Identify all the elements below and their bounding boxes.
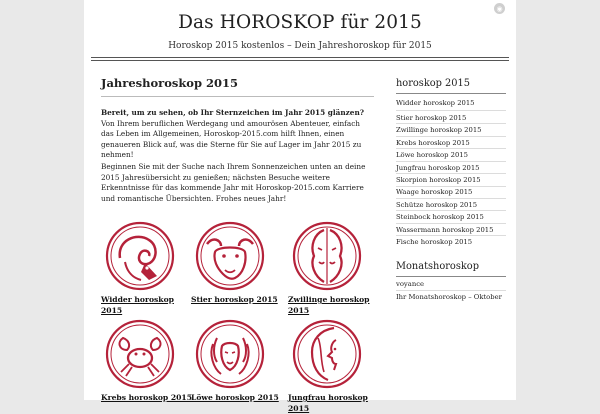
rss-icon[interactable]: ◉ — [494, 3, 505, 14]
sign-link-virgo[interactable]: Jungfrau horoskop 2015 — [288, 393, 368, 413]
site-title[interactable]: Das HOROSKOP für 2015 — [178, 12, 422, 33]
taurus-icon[interactable] — [191, 218, 287, 294]
sidebar-separator — [396, 161, 506, 162]
sidebar-link-zwillinge[interactable]: Zwillinge horoskop 2015 — [396, 126, 482, 134]
post-title[interactable]: Jahreshoroskop 2015 — [101, 76, 239, 90]
sign-card-taurus[interactable] — [191, 218, 287, 305]
sidebar-link-stier[interactable]: Stier horoskop 2015 — [396, 114, 467, 122]
leo-icon[interactable] — [191, 316, 287, 392]
gemini-icon[interactable] — [288, 218, 384, 294]
sidebar-link-wassermann[interactable]: Wassermann horoskop 2015 — [396, 226, 494, 234]
sign-card-gemini[interactable] — [288, 218, 384, 316]
header-divider — [91, 57, 509, 58]
sign-link-gemini[interactable]: Zwillinge horoskop 2015 — [288, 295, 370, 315]
cancer-icon[interactable] — [101, 316, 197, 392]
sidebar-separator — [396, 235, 506, 236]
sidebar-link-skorpion[interactable]: Skorpion horoskop 2015 — [396, 176, 481, 184]
sidebar-separator — [396, 198, 506, 199]
sidebar-link-widder[interactable]: Widder horoskop 2015 — [396, 99, 475, 107]
intro-paragraph — [101, 108, 375, 161]
sidebar-link-voyance[interactable]: voyance — [396, 280, 425, 288]
second-paragraph: Beginnen Sie mit der Suche nach Ihrem Sonnenzeichen unten an deine 2015 Jahresübersicht zu genießen; nächsten Besuche weitere Erkenntnisse für das kommende Jahr mit Horoskop-2015.com Karriere und romantische Übersichten. Frohes neues Jahr! — [101, 162, 366, 203]
sign-card-cancer[interactable] — [101, 316, 197, 403]
sign-card-leo[interactable] — [191, 316, 287, 403]
sidebar-separator — [396, 148, 506, 149]
sidebar-link-schuetze[interactable]: Schütze horoskop 2015 — [396, 201, 478, 209]
post-title-divider — [101, 96, 374, 97]
sidebar-link-waage[interactable]: Waage horoskop 2015 — [396, 188, 473, 196]
site-description: Horoskop 2015 kostenlos – Dein Jahreshoroskop für 2015 — [168, 41, 432, 51]
sidebar-separator — [396, 186, 506, 187]
sidebar-link-steinbock[interactable]: Steinbock horoskop 2015 — [396, 213, 484, 221]
sidebar-separator — [396, 123, 506, 124]
sign-card-aries[interactable] — [101, 218, 197, 316]
sidebar-link-fische[interactable]: Fische horoskop 2015 — [396, 238, 473, 246]
sign-card-virgo[interactable] — [288, 316, 384, 414]
sidebar-link-jungfrau[interactable]: Jungfrau horoskop 2015 — [396, 164, 480, 172]
sidebar-separator — [396, 110, 506, 111]
sidebar-link-monatshoroskop-oktober[interactable]: Ihr Monatshoroskop – Oktober — [396, 293, 502, 301]
widget-divider — [396, 276, 506, 277]
widget-divider — [396, 93, 506, 94]
sign-link-aries[interactable]: Widder horoskop 2015 — [101, 295, 174, 315]
sidebar-link-loewe[interactable]: Löwe horoskop 2015 — [396, 151, 468, 159]
widget-title-horoskop: horoskop 2015 — [396, 78, 470, 89]
post-header — [101, 76, 375, 90]
sign-link-leo[interactable]: Löwe horoskop 2015 — [191, 393, 279, 402]
sidebar-separator — [396, 223, 506, 224]
intro-bold-text: Bereit, um zu sehen, ob Ihr Sternzeichen im Jahr 2015 glänzen? — [101, 108, 365, 117]
sign-link-taurus[interactable]: Stier horoskop 2015 — [191, 295, 278, 304]
sidebar-separator — [396, 210, 506, 211]
intro-text: Von Ihrem beruflichen Werdegang und amourösen Abenteuer, einfach das Leben im Allgemeinen, Horoskop-2015.com hilft Ihnen, einen genaueren Blick auf, was die Sterne für Sie auf Lager im Jahr 2015 zu nehmen! — [101, 118, 362, 160]
aries-icon[interactable] — [101, 218, 197, 294]
sidebar-separator — [396, 136, 506, 137]
sidebar-widget-title — [396, 78, 507, 89]
sign-link-cancer[interactable]: Krebs horoskop 2015 — [101, 393, 193, 402]
sidebar-separator — [396, 290, 506, 291]
header-divider — [91, 60, 509, 61]
sidebar-separator — [396, 173, 506, 174]
sidebar-widget-title-2 — [396, 261, 507, 272]
virgo-icon[interactable] — [288, 316, 384, 392]
sidebar-link-krebs[interactable]: Krebs horoskop 2015 — [396, 139, 470, 147]
widget-title-monatshoroskop: Monatshoroskop — [396, 261, 479, 272]
